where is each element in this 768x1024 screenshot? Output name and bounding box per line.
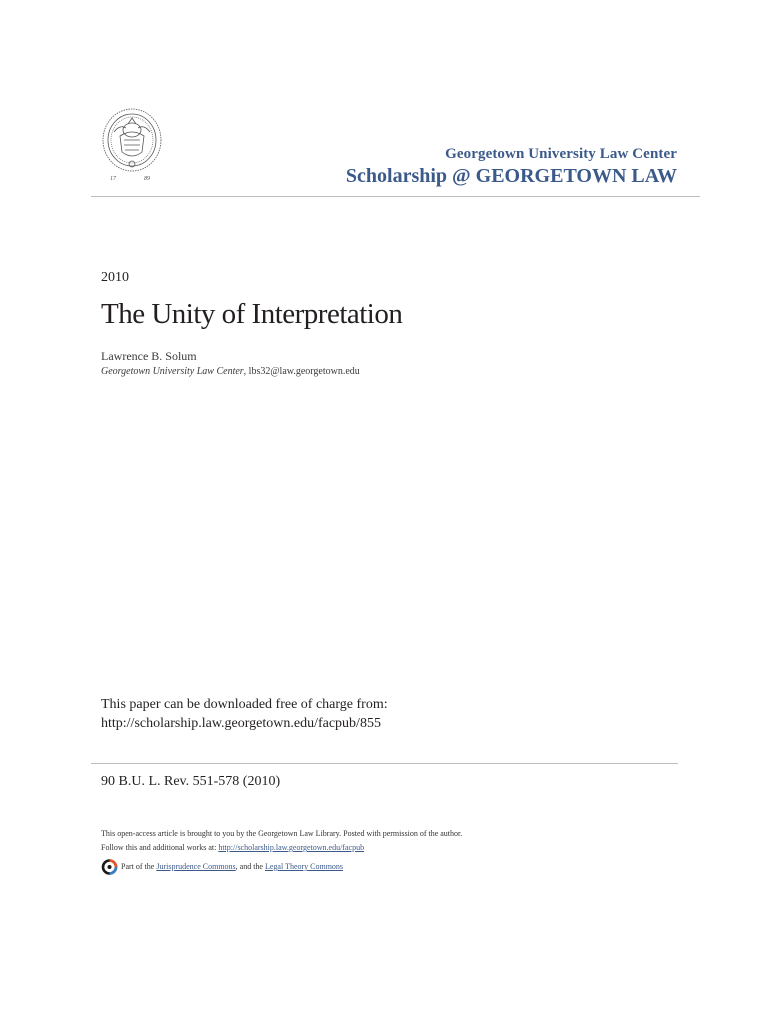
- commons-middle: , and the: [235, 862, 263, 871]
- affiliation-institution: Georgetown University Law Center: [101, 366, 244, 377]
- commons-line: [101, 858, 343, 875]
- header-divider: [91, 196, 700, 197]
- repository-name: Scholarship @ GEORGETOWN LAW: [345, 165, 677, 187]
- commons-prefix: Part of the: [121, 862, 155, 871]
- access-notice: [101, 827, 462, 855]
- repository-header: [346, 145, 677, 188]
- georgetown-seal-logo: [100, 106, 164, 184]
- download-notice: [101, 695, 388, 733]
- download-text: This paper can be downloaded free of charge from:: [101, 697, 388, 712]
- jurisprudence-commons-link[interactable]: Jurisprudence Commons: [156, 862, 236, 871]
- follow-prefix: Follow this and additional works at:: [101, 843, 217, 852]
- author-name: Lawrence B. Solum: [101, 349, 197, 363]
- author-affiliation: Georgetown University Law Center, lbs32@law.georgetown.edu: [101, 366, 360, 377]
- institution-name: Georgetown University Law Center: [445, 146, 677, 162]
- commons-logo-icon: [101, 858, 118, 875]
- seal-year-left: 17: [110, 176, 116, 182]
- follow-line: [101, 841, 462, 855]
- publication-year: 2010: [101, 270, 129, 285]
- seal-year-right: 89: [144, 176, 150, 182]
- citation: 90 B.U. L. Rev. 551-578 (2010): [101, 774, 281, 789]
- citation-divider: [91, 763, 678, 764]
- facpub-link[interactable]: http://scholarship.law.georgetown.edu/facpub: [218, 843, 365, 852]
- legal-theory-commons-link[interactable]: Legal Theory Commons: [264, 862, 344, 871]
- access-notice-text: This open-access article is brought to you by the Georgetown Law Library. Posted with permission of the author.: [101, 829, 463, 838]
- author-email[interactable]: lbs32@law.georgetown.edu: [248, 366, 360, 377]
- download-url[interactable]: http://scholarship.law.georgetown.edu/facpub/855: [101, 716, 381, 731]
- paper-title: The Unity of Interpretation: [101, 298, 403, 330]
